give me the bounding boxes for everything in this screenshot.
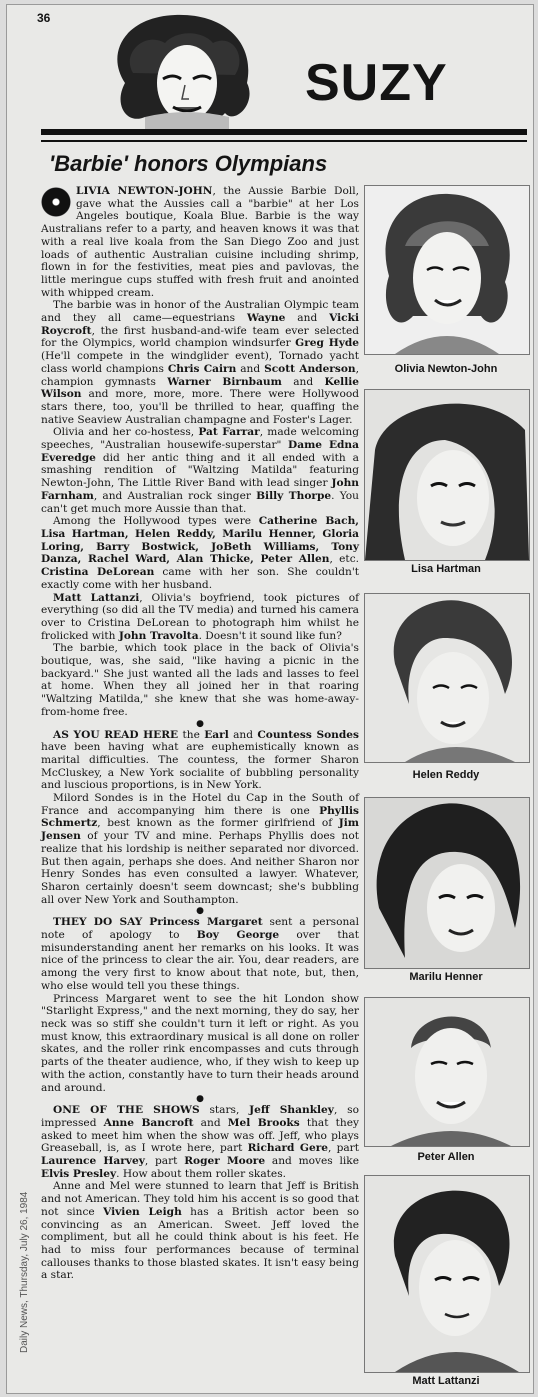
newspaper-page <box>6 4 534 1394</box>
paragraph: The barbie was in honor of the Australian Olympic team and they all came—equestrians Wayne and Vicki Roycroft, the first husband-and-wife team ever selected for the Olympics, world champion windsurfer Greg Hyde (He'll compete in the windglider event), Tornado yacht class world champions Chris Cairn and Scott Anderson, champion gymnasts Warner Birnbaum and Kellie Wilson and more, more, more. There were Hollywood stars there, too, you'll be thrilled to hear, quaffing the native Seaview Australian champagne and Foster's Lager. <box>41 299 360 426</box>
photo-caption: Olivia Newton-John <box>394 363 498 375</box>
section-bullet: ● <box>196 1094 204 1105</box>
photo-caption: Lisa Hartman <box>411 563 481 575</box>
columnist-portrait <box>105 13 269 129</box>
photo-peter-allen <box>364 997 530 1147</box>
paragraph: Princess Margaret went to see the hit London show "Starlight Express," and the next morning, they do say, her neck was so stiff she couldn't turn it left or right. As you must know, this extraordinary musical is all done on roller skates, and the roller rink encompasses and cuts through parts of the theater audience, who, if they wish to keep up with the action, constantly have to turn their heads around and around. <box>41 992 359 1094</box>
paragraph: Matt Lattanzi, Olivia's boyfriend, took pictures of everything (so did all the TV media) and turned his camera over to Cristina DeLorean to photograph him whilst he frolicked with John Travolta. Doesn't it sound like fun? <box>41 591 359 642</box>
paragraph: LIVIA NEWTON-JOHN, the Aussie Barbie Doll, gave what the Aussies call a "barbie" at her Los Angeles boutique, Koala Blue. Barbie is the way Australians refer to a party, and heaven knows it was that with a real live koala from the San Diego Zoo and just loads of authentic Australian cuisine including shrimp, flown in for the festivities, meat pies and pavlovas, the little meringue cups stuffed with fresh fruit and anointed with whipped cream. <box>41 185 359 299</box>
photo-caption: Marilu Henner <box>409 971 483 983</box>
paragraph: Among the Hollywood types were Catherine Bach, Lisa Hartman, Helen Reddy, Marilu Henner, Gloria Loring, Barry Bostwick, JoBeth Williams, Tony Danza, Rachel Ward, Alan Thicke, Peter Allen, etc. Cristina DeLorean came with her son. She couldn't exactly come with her husband. <box>41 515 360 591</box>
paragraph: ONE OF THE SHOWS stars, Jeff Shankley, so impressed Anne Bancroft and Mel Brooks that they asked to meet him when the show was off. Jeff, who plays Greaseball, is, as I wrote here, part Richard Gere, part Laurence Harvey, part Roger Moore and moves like Elvis Presley. How about them roller skates. <box>41 1104 359 1180</box>
dateline: Daily News, Thursday, July 26, 1984 <box>19 1191 30 1353</box>
paragraph: The barbie, which took place in the back of Olivia's boutique, was, she said, "like having a picnic in the backyard." She just wanted all the lads and lasses to feel at home. When they all joined her in that roaring "Waltzing Matilda," she knew that she was home-away-from-home free. <box>41 642 359 718</box>
photo-marilu-henner <box>364 797 530 969</box>
top-rule-thin <box>41 140 527 142</box>
photo-olivia-newton-john <box>364 185 530 355</box>
section-bullet: ● <box>196 718 204 729</box>
page-number: 36 <box>37 11 51 25</box>
article-body <box>41 185 359 1282</box>
paragraph: Milord Sondes is in the Hotel du Cap in the South of France and accompanying him there is one Phyllis Schmertz, best known as the former girlfriend of Jim Jensen of your TV and mine. Perhaps Phyllis does not realize that his lordship is neither separated nor divorced. But then again, perhaps she does. And neither Sharon nor Henry Sondes has even consulted a lawyer. Whatever, Sharon certainly doesn't seem downcast; she's bubbling all over New York and Southampton. <box>41 792 359 906</box>
paragraph: AS YOU READ HERE the Earl and Countess Sondes have been having what are euphemistically known as marital difficulties. The countess, the former Sharon McCluskey, a New York socialite of bubbling personality and luscious proportions, is in New York. <box>41 728 360 792</box>
photo-caption: Peter Allen <box>417 1151 475 1163</box>
paragraph: Olivia and her co-hostess, Pat Farrar, made welcoming speeches, "Australian housewife-superstar" Dame Edna Everedge did her antic thing and it all ended with a smashing rendition of "Waltzing Matilda" featuring Newton-John, The Little River Band with lead singer John Farnham, and Australian rock singer Billy Thorpe. You can't get much more Aussie than that. <box>41 426 359 515</box>
section-bullet: ● <box>196 906 204 917</box>
drop-cap-o <box>41 187 71 217</box>
photo-matt-lattanzi <box>364 1175 530 1373</box>
headline: 'Barbie' honors Olympians <box>49 151 328 176</box>
photo-caption: Matt Lattanzi <box>412 1375 480 1387</box>
paragraph: Anne and Mel were stunned to learn that Jeff is British and not American. They told him his accent is so good that not since Vivien Leigh has a British actor been so convincing as an American. Sweet. Jeff loved the compliment, but all he could think about is his feet. He had to miss four performances because of terminal callouses thanks to those blasted skates. It isn't easy being a star. <box>41 1180 359 1282</box>
top-rule <box>41 129 527 135</box>
photo-lisa-hartman <box>364 389 530 561</box>
photo-helen-reddy <box>364 593 530 763</box>
column-title: SUZY <box>305 54 448 112</box>
photo-caption: Helen Reddy <box>412 769 480 781</box>
paragraph: THEY DO SAY Princess Margaret sent a personal note of apology to Boy George over that misunderstanding anent her remarks on his looks. It was nice of the princess to clear the air. You, dear readers, are among the very first to know about that note, but, then, who else would tell you these things. <box>41 916 359 992</box>
